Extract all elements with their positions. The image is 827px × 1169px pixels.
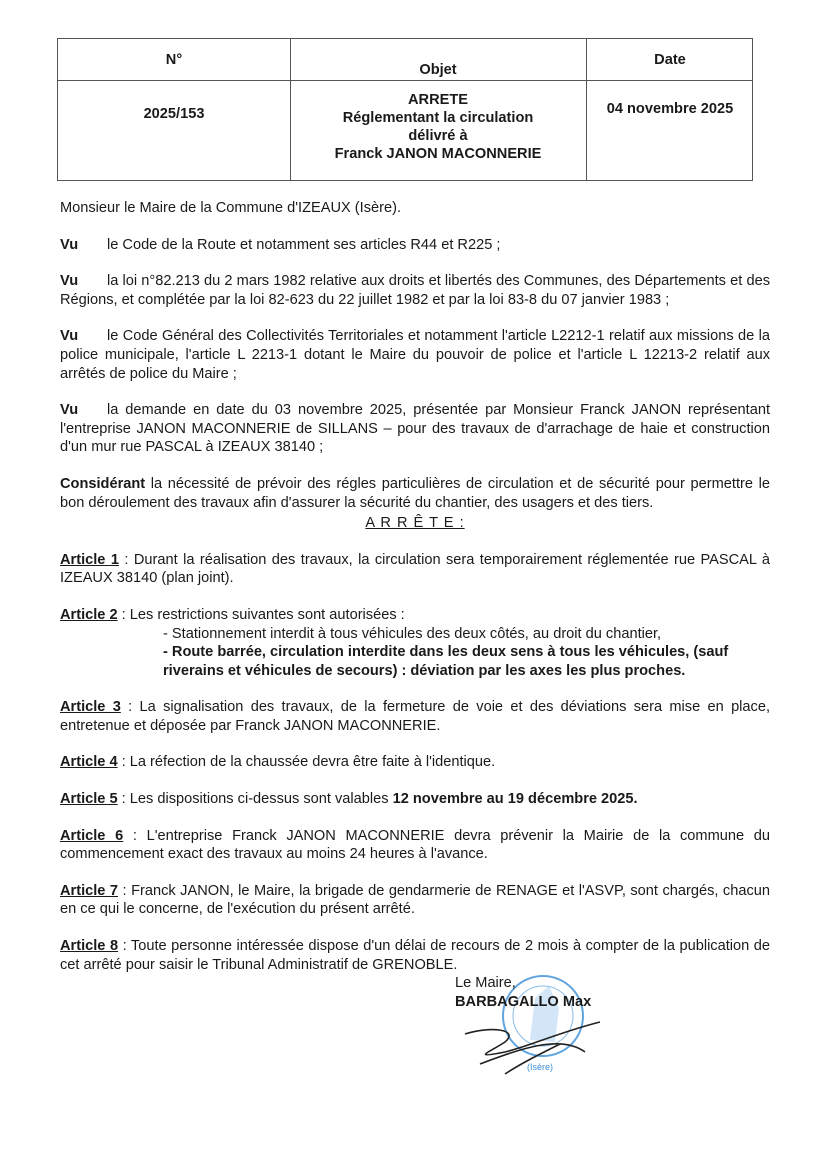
article-text: : Durant la réalisation des travaux, la circulation sera temporairement réglementée rue PASCAL à IZEAUX 38140 (plan joint). xyxy=(60,551,770,587)
vu-label: Vu xyxy=(60,273,79,290)
vu-1 xyxy=(60,236,770,255)
arrete-number: 2025/153 xyxy=(143,106,205,122)
article-text: : Toute personne intéressée dispose d'un délai de recours de 2 mois à compter de la publication de cet arrêté pour saisir le Tribunal Administratif de GRENOBLE. xyxy=(60,938,771,973)
article-text: : Les restrictions suivantes sont autorisées : xyxy=(117,606,405,623)
article-period: 12 novembre au 19 décembre 2025. xyxy=(392,791,638,808)
vu-2 xyxy=(60,272,770,309)
article-3 xyxy=(60,698,770,735)
considerant-text: la nécessité de prévoir des régles particulières de circulation et de sécurité pour permettre le bon déroulement des travaux afin d'assurer la sécurité du chantier, des usagers et des tiers. xyxy=(60,475,770,511)
article-1 xyxy=(60,551,770,588)
vu-label: Vu xyxy=(60,236,79,253)
arrete-heading: A R R Ê T E : xyxy=(365,515,465,532)
object-line: ARRETE xyxy=(408,92,468,108)
vu-label: Vu xyxy=(60,328,79,345)
column-object-header: Objet xyxy=(419,62,457,78)
article-label: Article 5 xyxy=(60,791,118,808)
column-date-header: Date xyxy=(654,52,686,68)
article-7 xyxy=(60,882,770,919)
restriction-item: - Route barrée, circulation interdite dans les deux sens à tous les véhicules, (sauf riverains et véhicules de secours) : déviation par les axes les plus proches. xyxy=(163,644,729,679)
signature-block xyxy=(455,974,770,1084)
article-text: : L'entreprise Franck JANON MACONNERIE devra prévenir la Mairie de la commune du commencement exact des travaux au moins 24 heures à l'avance. xyxy=(60,827,770,863)
vu-text: la loi n°82.213 du 2 mars 1982 relative aux droits et libertés des Communes, des Départements et des Régions, et complétée par la loi 82-623 du 22 juillet 1982 et par la loi 83-8 du 07 janvier 1983 ; xyxy=(60,273,770,308)
article-label: Article 8 xyxy=(60,938,119,955)
object-line: Franck JANON MACONNERIE xyxy=(334,146,542,162)
article-5 xyxy=(60,790,770,809)
column-number-header: N° xyxy=(165,52,183,68)
object-line: délivré à xyxy=(408,128,468,144)
vu-text: la demande en date du 03 novembre 2025, présentée par Monsieur Franck JANON représentant l'entreprise JANON MACONNERIE de SILLANS – pour des travaux de d'arrachage de haie et construction d'un mur rue PASCAL à IZEAUX 38140 ; xyxy=(60,402,770,456)
object-line: Réglementant la circulation xyxy=(342,110,534,126)
article-label: Article 3 xyxy=(60,699,121,716)
arrete-date: 04 novembre 2025 xyxy=(606,101,734,117)
article-2 xyxy=(60,606,770,625)
considerant xyxy=(60,475,770,512)
article-label: Article 6 xyxy=(60,827,124,844)
article-label: Article 1 xyxy=(60,551,119,568)
article-text: : La réfection de la chaussée devra être faite à l'identique. xyxy=(117,754,496,771)
vu-3 xyxy=(60,327,770,383)
article-4 xyxy=(60,753,770,772)
vu-label: Vu xyxy=(60,402,79,419)
vu-text: le Code Général des Collectivités Territoriales et notamment l'article L2212-1 relatif aux missions de la police municipale, l'article L 2213-1 dotant le Maire du pouvoir de police et l'article L 12213-2 relatif aux arrêtés de police du Maire ; xyxy=(60,328,770,382)
article-text: : Les dispositions ci-dessus sont valables xyxy=(117,791,393,808)
header-table xyxy=(57,38,753,181)
article-8 xyxy=(60,937,770,974)
document-body xyxy=(60,199,770,1084)
article-text: : La signalisation des travaux, de la fermeture de voie et des déviations sera mise en place, entretenue et déposée par Franck JANON MACONNERIE. xyxy=(60,699,771,734)
vu-4 xyxy=(60,401,770,457)
considerant-label: Considérant xyxy=(60,475,146,492)
article-label: Article 2 xyxy=(60,606,118,623)
article-label: Article 7 xyxy=(60,882,119,899)
signer-name: BARBAGALLO Max xyxy=(455,994,592,1011)
restrictions-list xyxy=(163,625,770,681)
arrete-object xyxy=(290,91,586,163)
stamp-text: (Isère) xyxy=(527,1062,554,1073)
article-6 xyxy=(60,827,770,864)
signer-title: Le Maire, xyxy=(455,975,516,992)
article-label: Article 4 xyxy=(60,754,118,771)
restriction-item: - Stationnement interdit à tous véhicules des deux côtés, au droit du chantier, xyxy=(163,625,662,642)
intro: Monsieur le Maire de la Commune d'IZEAUX (Isère). xyxy=(60,200,401,216)
article-text: : Franck JANON, le Maire, la brigade de gendarmerie de RENAGE et l'ASVP, sont chargés, chacun en ce qui le concerne, de l'exécution du présent arrêté. xyxy=(60,882,770,918)
vu-text: le Code de la Route et notamment ses articles R44 et R225 ; xyxy=(107,236,501,253)
